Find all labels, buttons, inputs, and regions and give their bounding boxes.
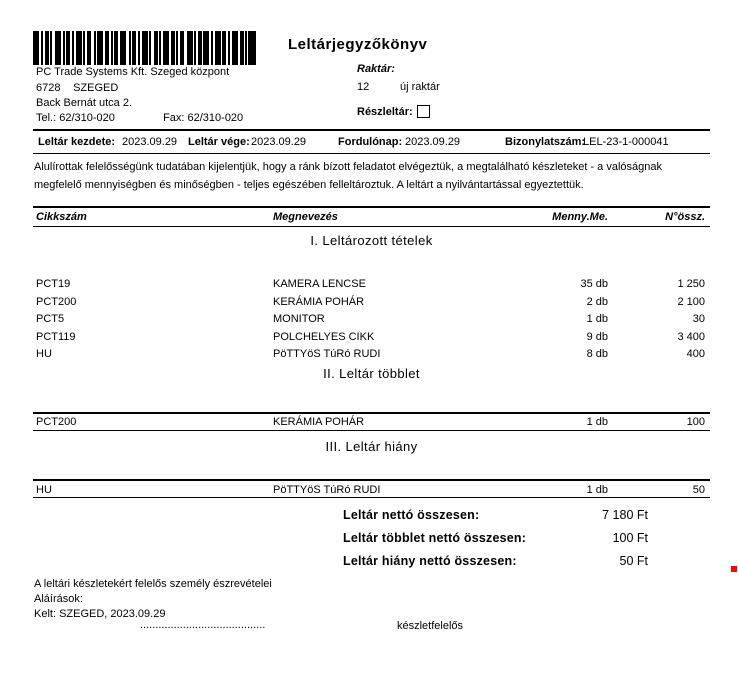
total-shortage-label: Leltár hiány nettó összesen: [343,554,517,568]
total-surplus-label: Leltár többlet nettó összesen: [343,531,527,545]
turn-date-value: 2023.09.29 [405,136,461,148]
cell-megnevezes: PöTTYöS TúRó RUDI [273,348,381,360]
cell-cikkszam: HU [36,484,52,496]
divider [33,430,710,431]
cell-cikkszam: PCT5 [36,313,65,325]
date-place-line: Kelt: SZEGED, 2023.09.29 [34,608,166,620]
inventory-end-label: Leltár vége: [188,136,250,148]
warehouse-label: Raktár: [357,63,395,75]
column-header-megnevezes: Megnevezés [273,211,338,223]
company-name: PC Trade Systems Kft. Szeged központ [36,66,230,78]
cell-cikkszam: PCT119 [36,331,76,343]
company-fax: Fax: 62/310-020 [163,112,244,124]
partial-inventory-checkbox[interactable] [417,105,430,118]
warehouse-code: 12 [357,81,370,93]
cell-megnevezes: POLCHELYES CIKK [273,331,375,343]
total-net-label: Leltár nettó összesen: [343,508,480,522]
divider [33,129,710,131]
cell-ossz: 400 [686,348,705,360]
inventory-start-value: 2023.09.29 [122,136,178,148]
cell-cikkszam: PCT200 [36,296,77,308]
cell-ossz: 2 100 [677,296,705,308]
company-address-line [36,82,118,95]
divider [33,206,710,208]
page-title: Leltárjegyzőkönyv [288,36,428,53]
section-title-2: II. Leltár többlet [323,366,420,381]
table-row [33,348,710,361]
column-header-cikkszam: Cikkszám [36,211,87,223]
cell-menny: 9 db [586,331,608,343]
company-zip: 6728 [36,82,61,94]
cell-menny: 35 db [580,278,608,290]
cell-megnevezes: KERÁMIA POHÁR [273,416,365,428]
section-title-1: I. Leltározott tételek [310,233,433,248]
cell-cikkszam: PCT19 [36,278,71,290]
divider [33,153,710,154]
cell-cikkszam: HU [36,348,52,360]
partial-inventory-label: Részleltár: [357,106,413,118]
table-row [33,484,710,497]
turn-date-label: Fordulónap: [338,136,403,148]
inventory-start-label: Leltár kezdete: [38,136,116,148]
column-header-ossz: N°össz. [665,211,705,223]
cell-menny: 1 db [586,484,608,496]
warehouse-name: új raktár [400,81,440,93]
divider [33,497,710,498]
table-row [33,313,710,326]
total-row-surplus [0,531,738,546]
cell-megnevezes: KERÁMIA POHÁR [273,296,365,308]
declaration-paragraph: Alulírottak felelősségünk tudatában kijelentjük, hogy a ránk bízott feladatot elvégeztük, a megtalálható készleteket - a valóságnak megfelelő mennyiségben és minőségben - teljes egészében felleltároztuk. A leltárt a nyilvántartással egyeztettük. [34,161,662,191]
company-street: Back Bernát utca 2. [36,97,132,109]
cell-menny: 1 db [586,313,608,325]
company-contact-line [36,112,243,125]
signature-dotted-line: ......................................... [140,619,266,631]
barcode [33,31,256,65]
company-tel: Tel.: 62/310-020 [36,112,115,124]
section-title-3: III. Leltár hiány [325,439,418,454]
cell-ossz: 100 [686,416,705,428]
total-shortage-value: 50 Ft [619,554,648,568]
company-city: SZEGED [73,82,119,94]
divider [33,226,710,227]
cell-ossz: 1 250 [677,278,705,290]
total-net-value: 7 180 Ft [602,508,648,522]
cell-ossz: 3 400 [677,331,705,343]
total-surplus-value: 100 Ft [612,531,648,545]
table-header-row [33,211,710,224]
table-row [33,278,710,291]
signatures-label: Aláírások: [34,593,83,605]
document-number-value: LEL-23-1-000041 [583,136,669,148]
cell-ossz: 50 [692,484,705,496]
column-header-menny: Menny.Me. [552,211,608,223]
footer-note: A leltári készletekért felelős személy észrevételei [34,578,272,590]
cell-menny: 2 db [586,296,608,308]
cell-cikkszam: PCT200 [36,416,77,428]
table-row [33,331,710,344]
cell-megnevezes: MONITOR [273,313,325,325]
total-row-shortage [0,554,738,569]
table-row [33,416,710,429]
document-number-label: Bizonylatszám: [505,136,586,148]
cell-megnevezes: KAMERA LENCSE [273,278,366,290]
divider [33,412,710,414]
cell-menny: 8 db [586,348,608,360]
signature-role-label: készletfelelős [397,620,464,632]
red-marker [731,566,737,572]
cell-menny: 1 db [586,416,608,428]
inventory-end-value: 2023.09.29 [251,136,307,148]
cell-ossz: 30 [692,313,705,325]
cell-megnevezes: PöTTYöS TúRó RUDI [273,484,381,496]
table-row [33,296,710,309]
divider [33,479,710,481]
total-row-net [0,508,738,523]
